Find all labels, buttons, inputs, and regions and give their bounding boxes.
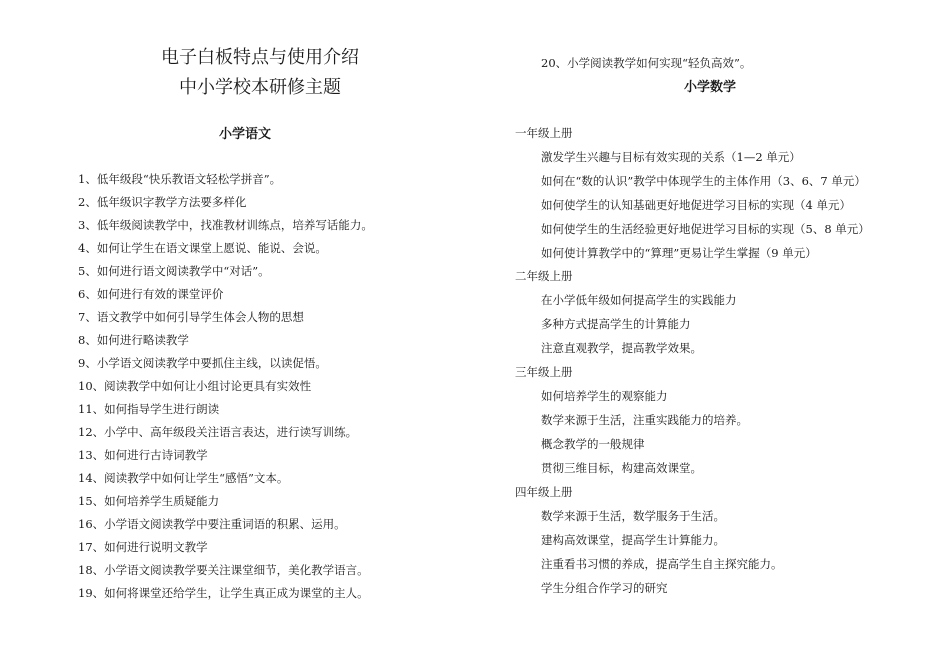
chinese-topic-10: 10、阅读教学中如何让小组讨论更具有实效性 — [78, 379, 312, 393]
grade-1-topic-list — [541, 145, 870, 265]
grade-4-topic-list — [541, 504, 783, 600]
chinese-topic-4: 4、如何让学生在语文课堂上愿说、能说、会说。 — [78, 241, 327, 255]
chinese-topic-7: 7、语文教学中如何引导学生体会人物的思想 — [78, 310, 304, 324]
chinese-topic-12: 12、小学中、高年级段关注语言表达，进行读写训练。 — [78, 425, 358, 439]
grade-2-topic: 在小学低年级如何提高学生的实践能力 — [541, 293, 737, 307]
grade-1-topic: 激发学生兴趣与目标有效实现的关系（1—2 单元） — [541, 150, 801, 164]
chinese-topic-20: 20、小学阅读教学如何实现“轻负高效”。 — [541, 56, 752, 70]
grade-label-3: 三年级上册 — [515, 365, 573, 379]
chinese-topic-19: 19、如何将课堂还给学生，让学生真正成为课堂的主人。 — [78, 586, 369, 600]
chinese-topic-13: 13、如何进行古诗词教学 — [78, 448, 208, 462]
grade-4-topic: 建构高效课堂，提高学生计算能力。 — [541, 533, 725, 547]
grade-4-topic: 学生分组合作学习的研究 — [541, 581, 668, 595]
chinese-topic-9: 9、小学语文阅读教学中要抓住主线，以读促悟。 — [78, 356, 327, 370]
grade-3-topic: 概念教学的一般规律 — [541, 437, 645, 451]
grade-1-topic: 如何在“数的认识”教学中体现学生的主体作用（3、6、7 单元） — [541, 174, 866, 188]
grade-2-topic: 注意直观教学，提高教学效果。 — [541, 341, 702, 355]
page-title: 电子白板特点与使用介绍 — [161, 47, 359, 68]
grade-3-topic-list — [541, 384, 748, 480]
grade-label-2: 二年级上册 — [515, 269, 573, 283]
chinese-section-heading: 小学语文 — [218, 127, 271, 142]
chinese-topic-1: 1、低年级段“快乐教语文轻松学拼音”。 — [78, 172, 282, 186]
grade-1-topic: 如何使学生的认知基础更好地促进学习目标的实现（4 单元） — [541, 198, 851, 212]
chinese-topic-15: 15、如何培养学生质疑能力 — [78, 494, 220, 508]
chinese-topic-2: 2、低年级识字教学方法要多样化 — [78, 195, 247, 209]
chinese-topic-14: 14、阅读教学中如何让学生“感悟”文本。 — [78, 471, 289, 485]
grade-2-topic-list — [541, 288, 737, 360]
page-subtitle: 中小学校本研修主题 — [179, 77, 341, 98]
grade-label-1: 一年级上册 — [515, 126, 573, 140]
grade-3-topic: 如何培养学生的观察能力 — [541, 389, 668, 403]
grade-4-topic: 注重看书习惯的养成，提高学生自主探究能力。 — [541, 557, 783, 571]
math-section-heading: 小学数学 — [683, 80, 736, 95]
grade-3-topic: 贯彻三维目标，构建高效课堂。 — [541, 461, 702, 475]
chinese-topic-18: 18、小学语文阅读教学要关注课堂细节，美化教学语言。 — [78, 563, 369, 577]
chinese-topic-17: 17、如何进行说明文教学 — [78, 540, 208, 554]
grade-2-topic: 多种方式提高学生的计算能力 — [541, 317, 691, 331]
grade-1-topic: 如何使学生的生活经验更好地促进学习目标的实现（5、8 单元） — [541, 222, 870, 236]
chinese-topic-11: 11、如何指导学生进行朗读 — [78, 402, 220, 416]
chinese-topic-16: 16、小学语文阅读教学中要注重词语的积累、运用。 — [78, 517, 346, 531]
grade-label-4: 四年级上册 — [515, 485, 573, 499]
grade-1-topic: 如何使计算教学中的“算理”更易让学生掌握（9 单元） — [541, 246, 817, 260]
grade-3-topic: 数学来源于生活，注重实践能力的培养。 — [541, 413, 748, 427]
grade-4-topic: 数学来源于生活，数学服务于生活。 — [541, 509, 725, 523]
chinese-topic-5: 5、如何进行语文阅读教学中“对话”。 — [78, 264, 270, 278]
chinese-topic-6: 6、如何进行有效的课堂评价 — [78, 287, 224, 301]
chinese-topic-list — [78, 168, 373, 605]
chinese-topic-3: 3、低年级阅读教学中，找准教材训练点，培养写话能力。 — [78, 218, 373, 232]
chinese-topic-8: 8、如何进行略读教学 — [78, 333, 189, 347]
